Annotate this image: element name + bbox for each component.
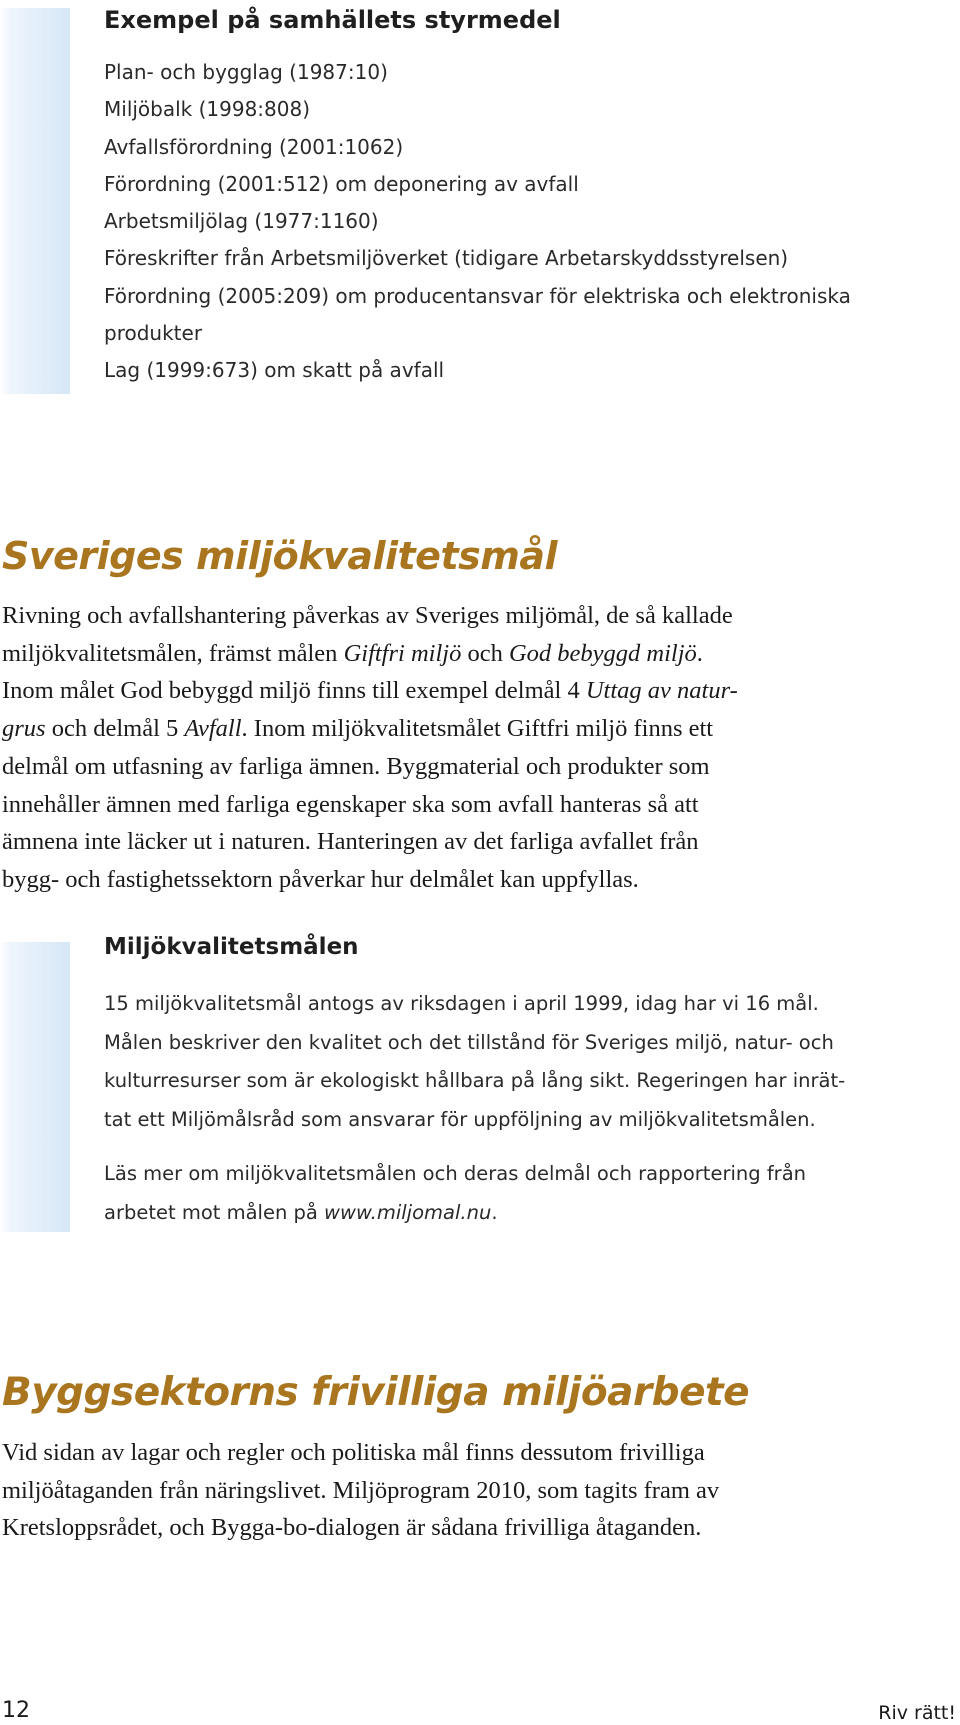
list-item: Förordning (2001:512) om deponering av avfall [104,171,579,196]
list-item: Miljöbalk (1998:808) [104,97,311,122]
italic-text: Avfall [184,715,242,743]
text-line: ämnena inte läcker ut i naturen. Hanteringen av det farliga avfallet från [2,828,699,856]
text-line: kulturresurser som är ekologiskt hållbara på lång sikt. Regeringen har inrät- [104,1069,846,1092]
italic-text: www.miljomal.nu [324,1200,492,1224]
italic-text: God bebyggd miljö [508,639,697,667]
section2-body [2,1434,957,1547]
text-line: delmål om utfasning av farliga ämnen. Byggmaterial och produkter som [2,752,710,780]
list-item: Lag (1999:673) om skatt på avfall [104,358,445,383]
text-line: Rivning och avfallshantering påverkas av Sveriges miljömål, de så kallade [2,602,733,629]
box2-title: Miljökvalitetsmålen [104,934,359,960]
text-line: Inom målet God bebyggd miljö finns till exempel delmål 4 Uttag av natur- [2,677,738,705]
italic-text: Giftfri miljö [343,639,462,667]
section-heading-frivilliga-miljoarbete: Byggsektorns frivilliga miljöarbete [2,1370,750,1415]
list-item: produkter [104,321,203,346]
text-line: innehåller ämnen med farliga egenskaper ska som avfall hanteras så att [2,790,699,818]
text-line: grus och delmål 5 Avfall. Inom miljökvalitetsmålet Giftfri miljö finns ett [2,715,714,743]
list-item: Avfallsförordning (2001:1062) [104,134,404,159]
section1-body [2,597,957,899]
text-line: Målen beskriver den kvalitet och det tillstånd för Sveriges miljö, natur- och [104,1030,834,1054]
box2-paragraph-2 [104,1155,954,1232]
sidebar-decoration-top [0,8,70,394]
list-item: Arbetsmiljölag (1977:1160) [104,209,379,234]
text-line: 15 miljökvalitetsmål antogs av riksdagen i april 1999, idag har vi 16 mål. [104,992,819,1015]
text-line: miljökvalitetsmålen, främst målen Giftfri miljö och God bebyggd miljö. [2,639,703,667]
sidebar-decoration-middle [0,942,70,1232]
list-item: Plan- och bygglag (1987:10) [104,60,388,84]
text-line: tat ett Miljömålsråd som ansvarar för uppföljning av miljökvalitetsmålen. [104,1107,816,1131]
text-line: Kretsloppsrådet, och Bygga-bo-dialogen är sådana frivilliga åtaganden. [2,1514,702,1541]
text-line: miljöåtaganden från näringslivet. Miljöprogram 2010, som tagits fram av [2,1476,720,1504]
text-line: bygg- och fastighetssektorn påverkar hur delmålet kan uppfyllas. [2,865,639,893]
italic-text: grus [2,715,46,743]
text-line: Läs mer om miljökvalitetsmålen och deras delmål och rapportering från [104,1162,807,1185]
box1-list [104,54,954,390]
section-heading-miljokvalitetsmal: Sveriges miljökvalitetsmål [2,534,557,578]
publication-title: Riv rätt! [878,1702,956,1724]
text-line: arbetet mot målen på www.miljomal.nu. [104,1200,498,1224]
list-item: Förordning (2005:209) om producentansvar för elektriska och elektroniska [104,283,851,308]
text-line: Vid sidan av lagar och regler och politiska mål finns dessutom frivilliga [2,1439,705,1466]
box1-title: Exempel på samhällets styrmedel [104,6,561,34]
box2-paragraph-1 [104,985,954,1139]
italic-text: Uttag av natur- [585,677,738,705]
list-item: Föreskrifter från Arbetsmiljöverket (tidigare Arbetarskyddsstyrelsen) [104,246,789,271]
page-number: 12 [2,1698,30,1723]
